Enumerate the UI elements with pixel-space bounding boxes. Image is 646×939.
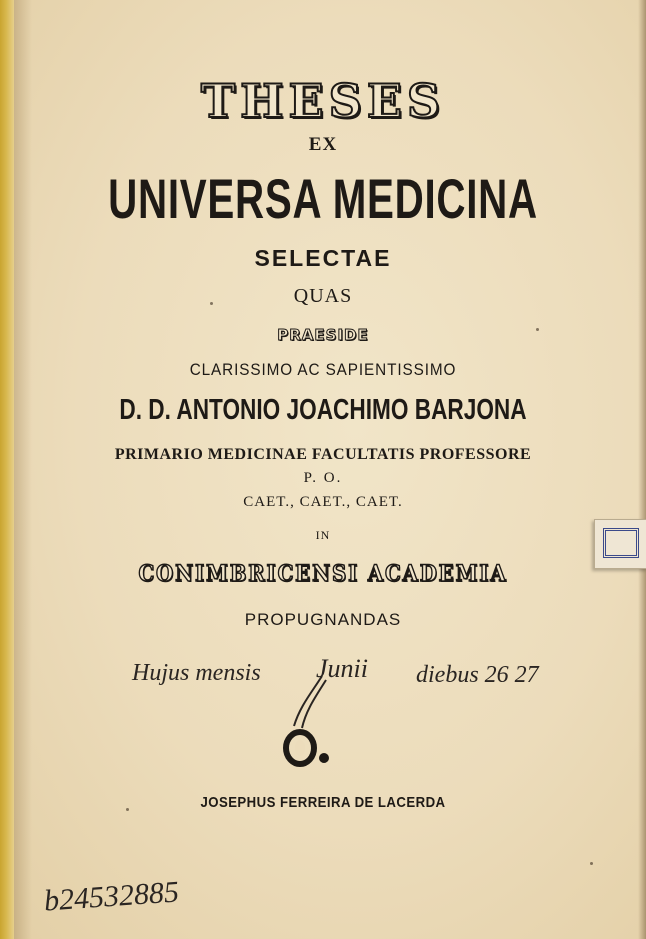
connector-ex: EX: [308, 134, 338, 155]
propugnandas-line: PROPUGNANDAS: [244, 610, 402, 629]
in-line: IN: [315, 528, 331, 542]
handwritten-flourish: [282, 672, 342, 732]
handwritten-diebus: diebus 26 27: [416, 662, 539, 688]
quas-line: QUAS: [293, 285, 353, 307]
president-name: D. D. ANTONIO JOACHIMO BARJONA: [119, 394, 527, 426]
paper-speck: [210, 302, 213, 305]
handwritten-junii: Junii: [316, 654, 368, 683]
president-role: PRIMARIO MEDICINAE FACULTATIS PROFESSORE: [114, 446, 532, 463]
paper-speck: [590, 862, 593, 865]
honorific-line: CLARISSIMO AC SAPIENTISSIMO: [189, 360, 457, 379]
praeside-line: PRAESIDE: [277, 326, 369, 344]
subject-heading: UNIVERSA MEDICINA: [108, 167, 538, 230]
handwritten-shelfmark: b24532885: [42, 875, 180, 918]
caet-line: CAET., CAET., CAET.: [243, 494, 403, 510]
po-line: P. O.: [303, 470, 343, 486]
paper-speck: [126, 808, 129, 811]
printer-ornament-icon: [278, 728, 338, 768]
title-theses: THESES: [200, 74, 446, 128]
academy-line: CONIMBRICENSI ACADEMIA: [138, 561, 508, 587]
handwritten-hujus-mensis: Hujus mensis: [132, 660, 261, 686]
paper-speck: [536, 328, 539, 331]
selectae-line: SELECTAE: [254, 245, 392, 271]
printer-name: JOSEPHUS FERREIRA DE LACERDA: [200, 794, 446, 811]
